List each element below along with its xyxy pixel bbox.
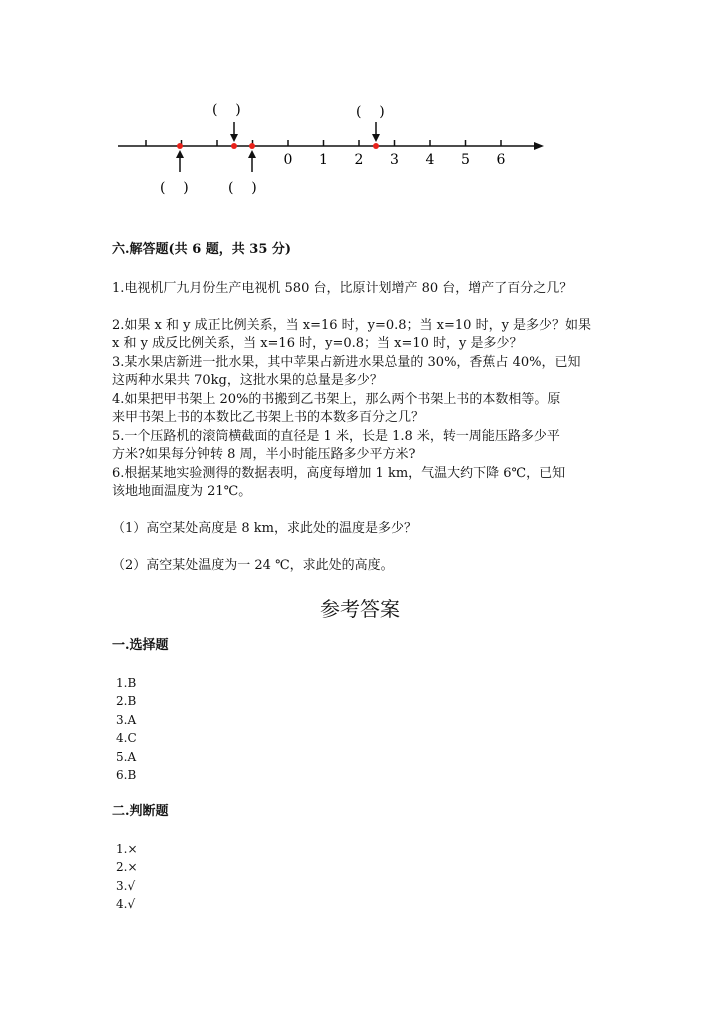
red-dot (249, 143, 255, 149)
answer-part2-heading: 二.判断题 (112, 804, 169, 819)
question-2-line-1: 2.如果 x 和 y 成正比例关系，当 x=16 时，y=0.8；当 x=10 时，y 是多少？如果 (112, 318, 592, 333)
red-dot (231, 143, 237, 149)
red-dot (373, 143, 379, 149)
tick-label: 6 (496, 152, 506, 168)
answer-item: 3.A (116, 713, 137, 727)
answer-item: 3.√ (116, 879, 136, 893)
question-6-sub-1: （1）高空某处高度是 8 km，求此处的温度是多少？ (112, 521, 418, 536)
answer-part1-heading: 一.选择题 (112, 638, 169, 653)
question-4-line-2: 来甲书架上书的本数比乙书架上书的本数多百分之几？ (112, 410, 425, 425)
number-line-figure (100, 90, 560, 210)
question-6-sub-2: （2）高空某处温度为一 24 ℃，求此处的高度。 (112, 558, 394, 573)
answer-item: 4.C (116, 731, 137, 745)
tick-label: 3 (390, 152, 399, 168)
question-5-line-2: 方米?如果每分钟转 8 周，半小时能压路多少平方米? (112, 447, 416, 462)
question-4-line-1: 4.如果把甲书架上 20%的书搬到乙书架上，那么两个书架上书的本数相等。原 (112, 392, 561, 407)
tick-labels (284, 152, 506, 168)
answer-blank: ( ) (228, 180, 257, 196)
down-arrow-icon (230, 122, 238, 142)
tick-label: 5 (461, 152, 470, 168)
question-3-line-1: 3.某水果店新进一批水果，其中苹果占新进水果总量的 30%，香蕉占 40%，已知 (112, 355, 581, 370)
up-arrow-icon (176, 150, 184, 172)
question-3-line-2: 这两种水果共 70kg，这批水果的总量是多少？ (112, 373, 383, 388)
answer-blank: ( ) (212, 102, 241, 118)
answer-item: 2.B (116, 694, 137, 708)
answer-item: 5.A (116, 750, 137, 764)
answer-blank: ( ) (356, 104, 385, 120)
tick-label: 1 (319, 152, 328, 168)
tick-label: 0 (283, 152, 293, 168)
answer-item: 1.B (116, 676, 137, 690)
answer-item: 4.√ (116, 897, 136, 911)
section-heading: 六.解答题(共 6 题，共 35 分) (112, 242, 292, 257)
answer-item: 1.× (116, 842, 138, 856)
answer-key-title: 参考答案 (320, 597, 400, 621)
tick-label: 2 (354, 152, 364, 168)
up-arrow-icon (248, 150, 256, 172)
answer-item: 2.× (116, 860, 138, 874)
answer-blank: ( ) (160, 180, 189, 196)
axis-arrow-icon (534, 142, 544, 150)
question-2-line-2: x 和 y 成反比例关系，当 x=16 时，y=0.8；当 x=10 时，y 是多少？ (112, 336, 523, 351)
question-6-line-2: 该地地面温度为 21℃。 (112, 484, 252, 499)
question-6-line-1: 6.根据某地实验测得的数据表明，高度每增加 1 km，气温大约下降 6℃，已知 (112, 466, 566, 481)
answer-item: 6.B (116, 768, 137, 782)
down-arrow-icon (372, 122, 380, 142)
tick-marks (146, 140, 501, 146)
red-dot (177, 143, 183, 149)
question-5-line-1: 5.一个压路机的滚筒横截面的直径是 1 米，长是 1.8 米，转一周能压路多少平 (112, 429, 560, 444)
tick-label: 4 (425, 152, 435, 168)
question-1: 1.电视机厂九月份生产电视机 580 台，比原计划增产 80 台，增产了百分之几？ (112, 281, 573, 296)
